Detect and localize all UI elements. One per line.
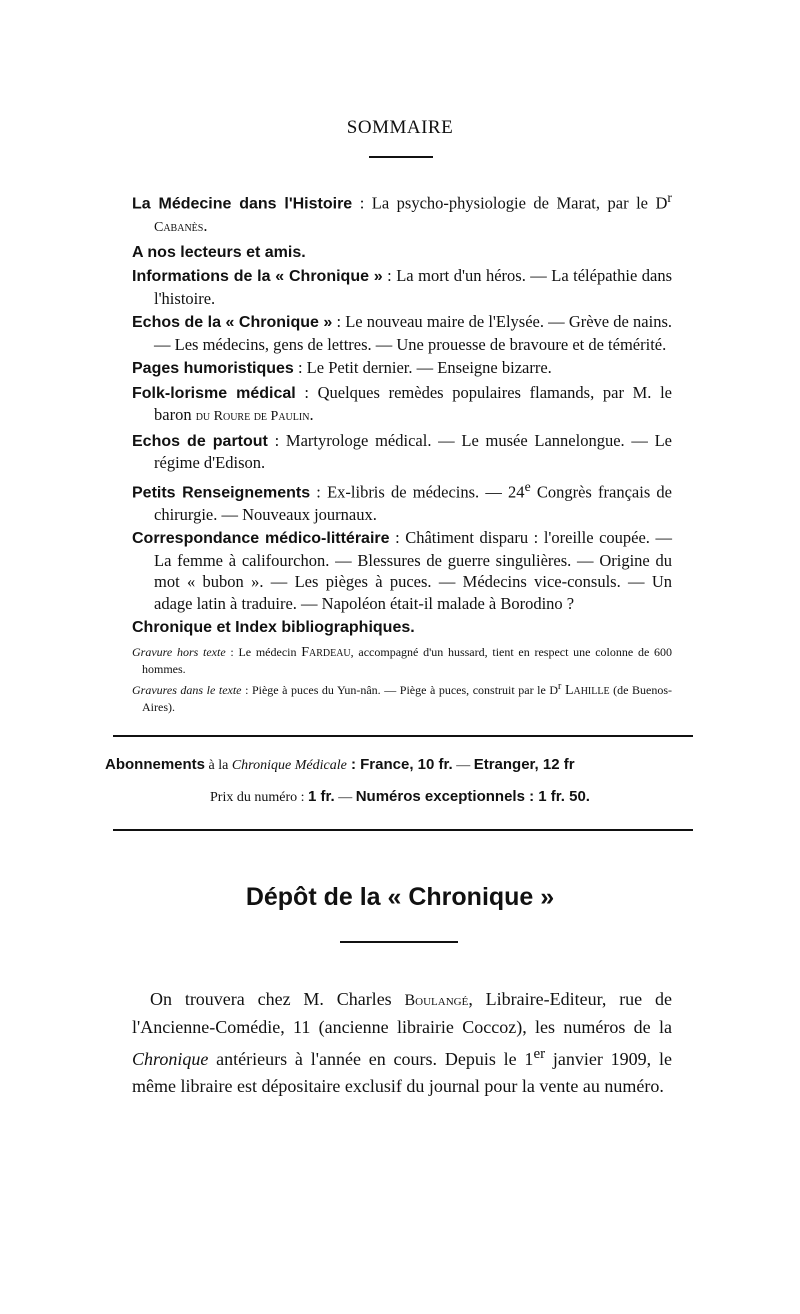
toc-entry-heading: Correspondance médico-littéraire xyxy=(132,530,390,547)
toc-entry xyxy=(132,382,672,428)
toc-entry-text: : La mort d'un héros. — La télépathie dans l'histoire. xyxy=(154,266,673,308)
toc-entry xyxy=(132,265,672,309)
toc-entry-after: . xyxy=(203,216,208,235)
bookseller-name: Boulangé xyxy=(404,992,469,1009)
toc-entry-heading: Echos de partout xyxy=(132,432,268,450)
depot-text-part: On trouvera chez M. Charles xyxy=(150,989,405,1009)
illustrations-list xyxy=(132,644,672,717)
illustration-label: Gravure hors texte xyxy=(132,645,226,659)
depot-text-part: , Libraire-Editeur, rue de l'Ancienne-Comédie, 11 (ancienne librairie Coccoz), les numéros de la xyxy=(132,989,672,1037)
toc-entry xyxy=(132,616,672,639)
price-exceptional: Numéros exceptionnels : 1 fr. 50. xyxy=(355,788,590,805)
subscription-prefix: à la xyxy=(205,758,232,773)
toc-entry-superscript: r xyxy=(667,190,672,205)
price-label: Prix du numéro : xyxy=(210,790,309,805)
depot-superscript: er xyxy=(533,1046,546,1062)
illustration-author: Fardeau xyxy=(301,645,351,660)
price-line xyxy=(0,788,800,806)
toc-entry-after: Congrès français de chirurgie. — Nouveaux journaux. xyxy=(154,482,672,524)
section-divider xyxy=(113,829,693,831)
depot-heading: Dépôt de la « Chronique » xyxy=(245,883,555,911)
illustration-superscript: r xyxy=(558,681,562,692)
toc-entry-heading: La Médecine dans l'Histoire xyxy=(132,195,353,213)
depot-paragraph xyxy=(132,986,672,1100)
toc-entry-heading: Petits Renseignements xyxy=(132,484,311,501)
toc-entry-text: : Châtiment disparu : l'oreille coupée. — La femme à califourchon. — Blessures de guerre singulières. — Origine du mot « bubon ». — Les pièges à puces. — Médecins vice-consuls. — Un adage latin à traduire. — Napoléon était-il malade à Borodino ? xyxy=(154,528,672,613)
toc-entry xyxy=(132,430,672,474)
price-value: 1 fr. xyxy=(308,788,335,805)
toc-entry-heading: Echos de la « Chronique » xyxy=(132,314,333,331)
toc-entry-text: : La psycho-physiologie de Marat, par le D xyxy=(352,193,668,213)
toc-entry-author: Cabanès xyxy=(154,220,204,235)
illustration-text-end: , accompagné d'un hussard, tient en respect une colonne de 600 hommes. xyxy=(142,645,672,676)
depot-text-part: janvier 1909, le même libraire est dépositaire exclusif du journal pour la vente au numéro. xyxy=(132,1049,672,1096)
illustration-entry xyxy=(132,679,672,715)
illustration-text: : Le médecin xyxy=(225,645,302,659)
depot-text-part: antérieurs à l'année en cours. Depuis le 1 xyxy=(208,1049,534,1069)
title-divider xyxy=(369,156,433,158)
toc-entry-text: : Le nouveau maire de l'Elysée. — Grève de nains. — Les médecins, gens de lettres. — Une prouesse de bravoure et de témérité. xyxy=(154,312,673,354)
section-divider xyxy=(113,735,693,737)
journal-name: Chronique xyxy=(132,1049,209,1069)
journal-name: Chronique Médicale xyxy=(231,758,347,773)
toc-entry-text: : Martyrologe médical. — Le musée Lannelongue. — Le régime d'Edison. xyxy=(154,430,672,472)
table-of-contents xyxy=(132,187,672,641)
toc-entry xyxy=(132,476,672,526)
toc-entry-text: : Ex-libris de médecins. — 24 xyxy=(310,482,525,501)
toc-entry-text: : Le Petit dernier. — Enseigne bizarre. xyxy=(293,358,552,377)
price-france: : France, 10 fr. xyxy=(346,756,453,773)
subscription-line xyxy=(105,756,700,774)
toc-entry xyxy=(132,241,672,264)
toc-entry xyxy=(132,311,672,355)
toc-entry-heading: Pages humoristiques xyxy=(132,360,294,377)
toc-entry-heading: Informations de la « Chronique » xyxy=(132,268,383,285)
illustration-text: : Piège à puces du Yun-nân. — Piège à puces, construit par le D xyxy=(241,683,559,697)
toc-entry xyxy=(132,357,672,380)
page-title: SOMMAIRE xyxy=(346,117,454,138)
toc-entry xyxy=(132,527,672,614)
illustration-entry xyxy=(132,644,672,677)
illustration-author: Lahille xyxy=(564,683,610,698)
price-separator: — xyxy=(334,790,356,805)
toc-entry-superscript: e xyxy=(524,478,531,494)
toc-entry-author: du Roure de Paulin xyxy=(195,409,310,424)
subscription-label: Abonnements xyxy=(105,756,206,773)
toc-entry-heading: Chronique et Index bibliographiques. xyxy=(132,619,415,636)
illustration-text-end: (de Buenos-Aires). xyxy=(142,683,673,714)
toc-entry-heading: A nos lecteurs et amis. xyxy=(132,243,306,261)
subscription-separator: — xyxy=(452,758,474,773)
depot-divider xyxy=(340,941,458,943)
illustration-label: Gravures dans le texte xyxy=(132,683,242,697)
price-etranger: Etranger, 12 fr xyxy=(473,756,575,773)
toc-entry-text: : Quelques remèdes populaires flamands, par M. le baron xyxy=(154,382,672,424)
toc-entry-after: . xyxy=(309,405,314,424)
toc-entry-heading: Folk-lorisme médical xyxy=(132,384,296,402)
toc-entry xyxy=(132,187,672,239)
